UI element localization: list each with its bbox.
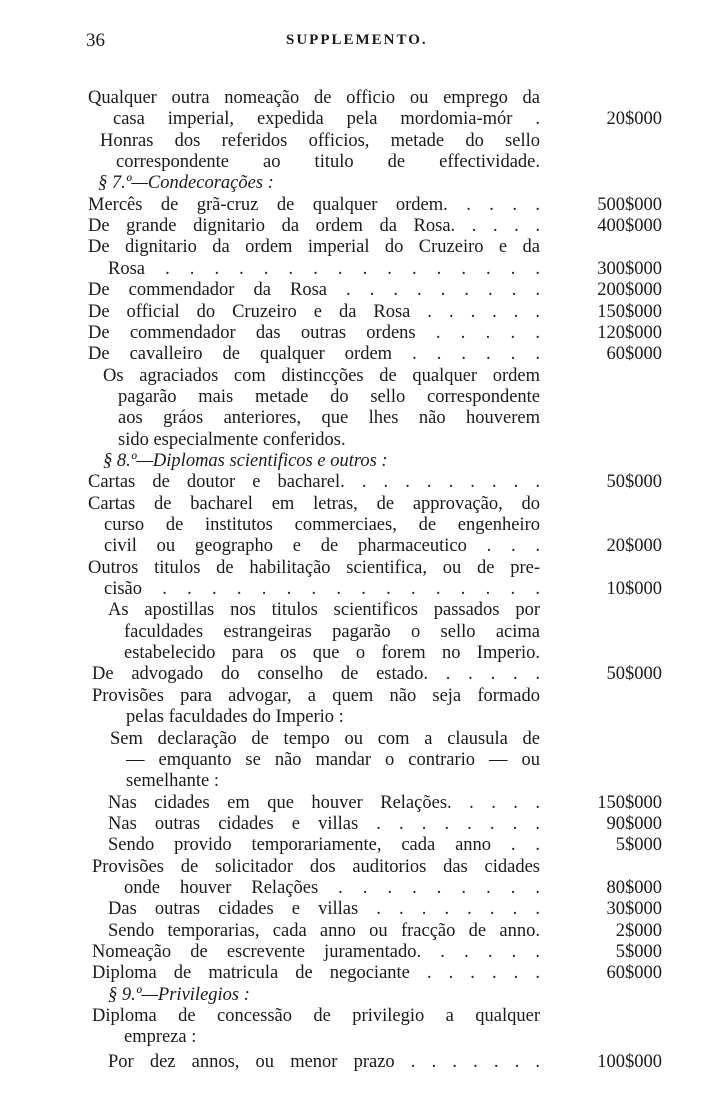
- fee-amount: 50$000: [606, 664, 662, 685]
- text-line: [88, 279, 540, 301]
- text-line: [88, 194, 540, 216]
- fee-amount: 60$000: [606, 344, 662, 365]
- text-line: [108, 599, 540, 621]
- text-line: [92, 962, 540, 984]
- line-text: Sendo provido temporariamente, cada anno . .: [108, 835, 540, 856]
- text-line: [104, 535, 540, 557]
- line-text: pelas faculdades do Imperio :: [126, 707, 344, 728]
- fee-amount: 20$000: [606, 109, 662, 130]
- fee-amount: 30$000: [606, 899, 662, 920]
- line-text: correspondente ao titulo de effectividade.: [116, 152, 540, 173]
- fee-amount: 10$000: [606, 579, 662, 600]
- line-text: Provisões para advogar, a quem não seja formado: [92, 685, 540, 706]
- text-line: [124, 1026, 540, 1048]
- text-line: [100, 130, 540, 152]
- line-text: onde houver Relações . . . . . . . . .: [124, 877, 540, 898]
- text-line: [88, 557, 540, 579]
- fee-amount: 300$000: [597, 258, 662, 279]
- line-text: Cartas de bacharel em letras, de approvação, do: [88, 493, 540, 514]
- line-text: De commendador da Rosa . . . . . . . . .: [88, 280, 540, 301]
- text-line: [124, 621, 540, 643]
- line-text: De grande dignitario da ordem da Rosa. . . . .: [88, 216, 540, 237]
- text-line: [103, 365, 540, 387]
- fee-amount: 150$000: [597, 792, 662, 813]
- line-text: Sem declaração de tempo ou com a clausula de: [110, 728, 540, 749]
- section-heading: [108, 984, 540, 1006]
- line-text: § 9.º—Privilegios :: [108, 984, 250, 1005]
- text-line: [126, 770, 540, 792]
- line-text: Nas outras cidades e villas . . . . . . . .: [108, 813, 540, 834]
- fee-amount: 2$000: [615, 920, 662, 941]
- text-line: [118, 386, 540, 408]
- line-text: Nas cidades em que houver Relações. . . . .: [108, 792, 540, 813]
- line-text: De commendador das outras ordens . . . . .: [88, 322, 540, 343]
- fee-amount: 200$000: [597, 280, 662, 301]
- running-title: SUPPLEMENTO.: [286, 32, 428, 48]
- line-text: empreza :: [124, 1027, 197, 1048]
- text-line: [113, 108, 540, 130]
- line-text: curso de institutos commerciaes, de engenheiro: [104, 515, 540, 535]
- line-text: estabelecido para os que o forem no Imperio.: [124, 643, 540, 664]
- fee-amount: 50$000: [606, 472, 662, 493]
- fee-amount: 90$000: [606, 813, 662, 834]
- line-text: § 7.º—Condecorações :: [98, 173, 274, 194]
- line-text: Provisões de solicitador dos auditorios das cidades: [92, 856, 540, 877]
- line-text: sido especialmente conferidos.: [118, 429, 346, 450]
- fee-amount: 5$000: [615, 835, 662, 856]
- fee-amount: 20$000: [606, 536, 662, 557]
- text-line: [92, 663, 540, 685]
- text-line: [108, 792, 540, 814]
- text-line: [116, 151, 540, 173]
- section-heading: [98, 172, 540, 194]
- fee-amount: 500$000: [597, 194, 662, 215]
- text-line: [92, 856, 540, 878]
- text-line: [88, 343, 540, 365]
- text-line: [92, 685, 540, 707]
- fee-amount: 5$000: [615, 942, 662, 962]
- line-text: As apostillas nos titulos scientificos passados por: [108, 600, 540, 621]
- line-text: Rosa . . . . . . . . . . . . . . . .: [108, 258, 540, 279]
- text-line: [108, 834, 540, 856]
- line-text: pagarão mais metade do sello correspondente: [118, 386, 540, 407]
- line-text: Cartas de doutor e bacharel. . . . . . . . . .: [88, 472, 540, 493]
- line-text: Sendo temporarias, cada anno ou fracção de anno.: [108, 920, 540, 941]
- text-line: [124, 877, 540, 899]
- fee-amount: 120$000: [597, 322, 662, 343]
- text-line: [104, 578, 540, 600]
- text-line: [88, 87, 540, 109]
- fee-amount: 100$000: [597, 1051, 662, 1072]
- line-text: § 8.º—Diplomas scientificos e outros :: [103, 450, 388, 471]
- line-text: Qualquer outra nomeação de officio ou emprego da: [88, 88, 540, 108]
- fee-amount: 400$000: [597, 216, 662, 237]
- text-line: [88, 301, 540, 323]
- line-text: civil ou geographo e de pharmaceutico . . .: [104, 536, 540, 557]
- section-heading: [103, 450, 540, 472]
- text-line: [126, 706, 540, 728]
- line-text: De cavalleiro de qualquer ordem . . . . . .: [88, 344, 540, 365]
- line-text: semelhante :: [126, 771, 219, 792]
- text-line: [88, 215, 540, 237]
- text-line: [110, 728, 540, 750]
- text-line: [108, 258, 540, 280]
- line-text: De official do Cruzeiro e da Rosa . . . . . .: [88, 301, 540, 322]
- text-line: [92, 1005, 540, 1027]
- fee-amount: 60$000: [606, 963, 662, 984]
- line-text: Nomeação de escrevente juramentado. . . . . .: [92, 942, 540, 962]
- text-line: [124, 642, 540, 664]
- line-text: cisão . . . . . . . . . . . . . . . .: [104, 579, 540, 600]
- line-text: Das outras cidades e villas . . . . . . . .: [108, 899, 540, 920]
- line-text: Honras dos referidos officios, metade do sello: [100, 130, 540, 151]
- line-text: — emquanto se não mandar o contrario — ou: [126, 749, 540, 770]
- line-text: Outros titulos de habilitação scientifica, ou de pre-: [88, 557, 540, 578]
- page-number: 36: [86, 30, 105, 51]
- line-text: Mercês de grã-cruz de qualquer ordem. . . . .: [88, 194, 540, 215]
- text-line: [88, 471, 540, 493]
- line-text: Os agraciados com distincções de qualquer ordem: [103, 365, 540, 386]
- text-line: [108, 898, 540, 920]
- text-line: [104, 514, 540, 536]
- line-text: faculdades estrangeiras pagarão o sello acima: [124, 621, 540, 642]
- text-line: [118, 407, 540, 429]
- text-line: [108, 1051, 540, 1073]
- fee-amount: 150$000: [597, 301, 662, 322]
- text-line: [92, 941, 540, 963]
- text-line: [126, 749, 540, 771]
- text-line: [88, 236, 540, 258]
- line-text: Por dez annos, ou menor prazo . . . . . . .: [108, 1051, 540, 1072]
- line-text: aos gráos anteriores, que lhes não houverem: [118, 408, 540, 429]
- line-text: casa imperial, expedida pela mordomia-mór .: [113, 109, 540, 130]
- line-text: Diploma de concessão de privilegio a qualquer: [92, 1006, 540, 1027]
- fee-amount: 80$000: [606, 877, 662, 898]
- text-line: [108, 920, 540, 942]
- text-line: [88, 493, 540, 515]
- text-line: [88, 322, 540, 344]
- line-text: De advogado do conselho de estado. . . . . .: [92, 664, 540, 685]
- line-text: Diploma de matricula de negociante . . . . . .: [92, 963, 540, 984]
- text-line: [118, 429, 540, 451]
- line-text: De dignitario da ordem imperial do Cruzeiro e da: [88, 237, 540, 258]
- text-line: [108, 813, 540, 835]
